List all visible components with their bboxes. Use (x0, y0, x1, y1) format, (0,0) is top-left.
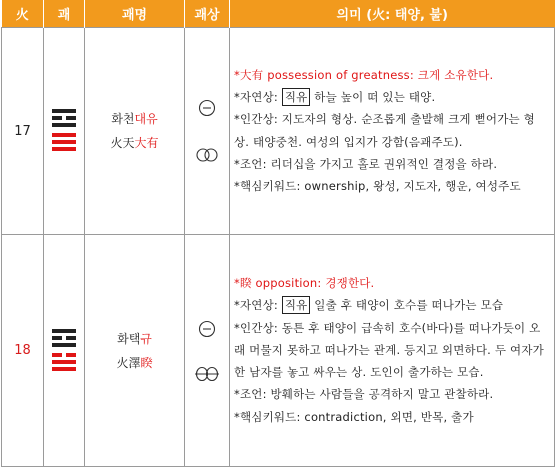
hexagram-18-icon (51, 328, 77, 374)
lake-symbol-icon (194, 365, 220, 383)
table-row (2, 28, 555, 235)
hexagram-number: 17 (2, 28, 44, 235)
hexagram-number: 18 (2, 235, 44, 467)
header-hexagram-image: 괘상 (185, 0, 230, 28)
hexagram-table (1, 0, 555, 467)
header-hexagram-name: 괘명 (85, 0, 185, 28)
meaning-title: *睽 opposition: 경쟁한다. (234, 276, 375, 291)
meaning-keywords: *핵심키워드: ownership, 왕성, 지도자, 행운, 여성주도 (234, 178, 521, 193)
meaning-cell (230, 235, 555, 467)
hexagram-image-cell (185, 235, 230, 467)
sun-symbol-icon (197, 319, 217, 339)
simile-box: 직유 (282, 296, 311, 314)
meaning-human: *인간상: 지도자의 형상. 순조롭게 출발해 크게 뻗어가는 형상. 태양중천. 여성의 입지가 강함(음괘주도). (234, 112, 535, 149)
hexagram-name-cell (85, 28, 185, 235)
hexagram-image-cell (185, 28, 230, 235)
meaning-cell (230, 28, 555, 235)
hexagram-name-hanja: 火澤睽 (116, 355, 153, 370)
hexagram-cell (44, 235, 85, 467)
meaning-title: *大有 possession of greatness: 크게 소유한다. (234, 67, 494, 82)
header-meaning: 의미 (火: 태양, 불) (230, 0, 555, 28)
hexagram-name-korean: 화택규 (117, 331, 152, 346)
meaning-nature: *자연상: 직유 일출 후 태양이 호수를 떠나가는 모습 (234, 298, 504, 313)
meaning-human: *인간상: 동튼 후 태양이 급속히 호수(바다)를 떠나가듯이 오래 머물지 못하고 떠나가는 관계. 등지고 외면하다. 두 여자가 한 남자를 놓고 싸우는 상. 도인이 출가하는 모습. (234, 320, 544, 380)
hexagram-name-korean: 화천대유 (111, 112, 158, 126)
meaning-nature: *자연상: 직유 하늘 높이 떠 있는 태양. (234, 90, 436, 105)
meaning-advice: *조언: 리더십을 가지고 홀로 권위적인 결정을 하라. (234, 156, 498, 171)
header-hexagram: 괘 (44, 0, 85, 28)
hexagram-cell (44, 28, 85, 235)
sun-symbol-icon (197, 98, 217, 118)
header-fire: 火 (2, 0, 44, 28)
hexagram-name-cell (85, 235, 185, 467)
hexagram-name-hanja: 火天大有 (110, 136, 159, 150)
table-row (2, 235, 555, 467)
sky-symbol-icon (196, 146, 218, 164)
hexagram-17-icon (51, 108, 77, 154)
meaning-advice: *조언: 방훼하는 사람들을 공격하지 말고 관찰하라. (234, 387, 494, 402)
simile-box: 직유 (282, 88, 311, 106)
meaning-keywords: *핵심키워드: contradiction, 외면, 반목, 출가 (234, 409, 474, 424)
table-header-row (2, 0, 555, 28)
